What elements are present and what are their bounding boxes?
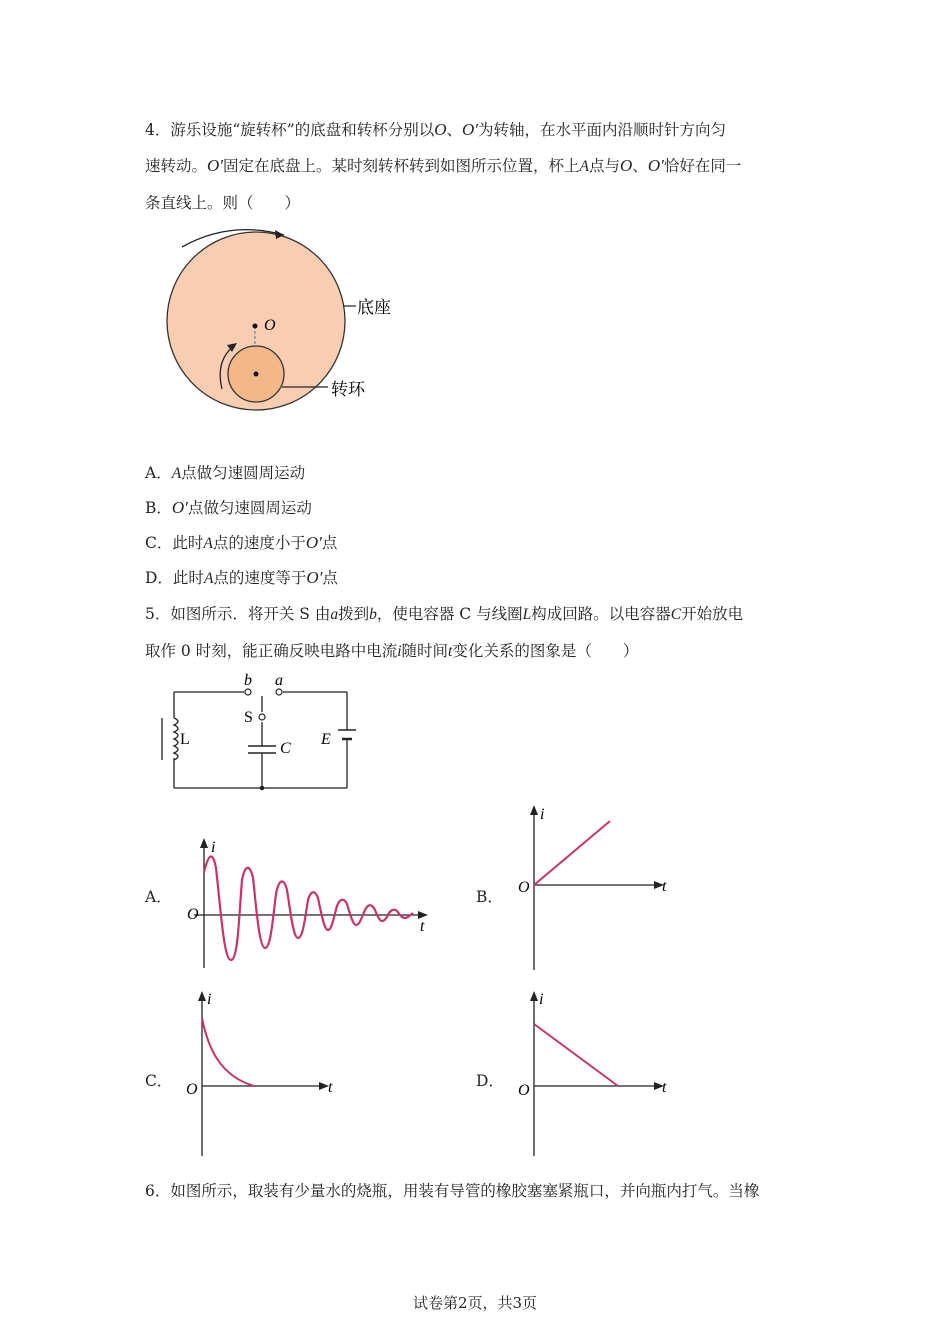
q6-line1: 6．如图所示，取装有少量水的烧瓶，用装有导管的橡胶塞塞紧瓶口，并向瓶内打气。当橡 bbox=[145, 1182, 760, 1200]
base-label: 底座 bbox=[357, 298, 391, 317]
label-s: S bbox=[244, 709, 253, 726]
label-c: C bbox=[280, 740, 291, 757]
svg-text:t: t bbox=[662, 1079, 667, 1096]
o-prime-point bbox=[254, 372, 259, 377]
svg-text:i: i bbox=[539, 991, 544, 1008]
svg-text:t: t bbox=[328, 1079, 333, 1096]
label-e: E bbox=[321, 731, 331, 748]
label-a: a bbox=[275, 672, 283, 689]
label-b: b bbox=[244, 672, 252, 689]
lc-circuit bbox=[150, 672, 365, 797]
q4-line3: 条直线上。则（ ） bbox=[145, 194, 301, 212]
o-point bbox=[253, 324, 258, 329]
graph-b bbox=[510, 803, 675, 973]
svg-text:O: O bbox=[518, 1082, 530, 1099]
damped-oscillation-curve bbox=[204, 856, 413, 960]
svg-text:t: t bbox=[420, 918, 425, 935]
label-l: L bbox=[180, 731, 190, 748]
graph-d-label: D． bbox=[476, 1072, 504, 1090]
graph-a-label: A． bbox=[145, 888, 172, 906]
exponential-decay-curve bbox=[202, 1018, 254, 1086]
q4-line2: 速转动。O′固定在底盘上。某时刻转杯转到如图所示位置，杯上A点与O、O′恰好在同一 bbox=[145, 156, 742, 175]
terminal-a bbox=[276, 689, 282, 695]
q4-option-a: A．A点做匀速圆周运动 bbox=[145, 464, 306, 482]
graph-d bbox=[510, 988, 675, 1158]
page-footer: 试卷第2页，共3页 bbox=[412, 1294, 538, 1312]
q4-option-b: B．O′点做匀速圆周运动 bbox=[145, 498, 312, 517]
graph-a bbox=[180, 838, 440, 973]
terminal-b bbox=[245, 689, 251, 695]
q4-figure bbox=[160, 225, 410, 415]
svg-text:i: i bbox=[207, 991, 212, 1008]
graph-c-label: C． bbox=[145, 1072, 173, 1090]
svg-text:O: O bbox=[186, 1081, 198, 1098]
svg-text:i: i bbox=[540, 806, 545, 823]
graph-b-label: B． bbox=[476, 888, 503, 906]
q5-line2: 取作 0 时刻，能正确反映电路中电流i随时间t变化关系的图象是（ ） bbox=[145, 642, 639, 660]
q5-line1: 5．如图所示．将开关 S 由a拨到b，使电容器 C 与线圈L构成回路。以电容器C开始放电 bbox=[145, 605, 744, 623]
svg-text:O: O bbox=[518, 879, 530, 896]
svg-text:t: t bbox=[662, 878, 667, 895]
svg-text:i: i bbox=[211, 839, 216, 856]
o-label: O bbox=[264, 317, 276, 334]
junction-dot bbox=[260, 786, 265, 791]
q4-option-d: D．此时A点的速度等于O′点 bbox=[145, 568, 338, 587]
ring-label: 转环 bbox=[331, 380, 365, 399]
linear-decrease-line bbox=[534, 1024, 618, 1086]
q4-option-c: C．此时A点的速度小于O′点 bbox=[145, 533, 338, 552]
svg-text:O: O bbox=[187, 906, 199, 923]
graph-c bbox=[180, 988, 340, 1158]
q4-line1: 4．游乐设施“旋转杯”的底盘和转杯分别以O、O′为转轴，在水平面内沿顺时针方向匀 bbox=[145, 120, 727, 139]
terminal-s bbox=[259, 714, 265, 720]
linear-increase-line bbox=[534, 821, 610, 885]
